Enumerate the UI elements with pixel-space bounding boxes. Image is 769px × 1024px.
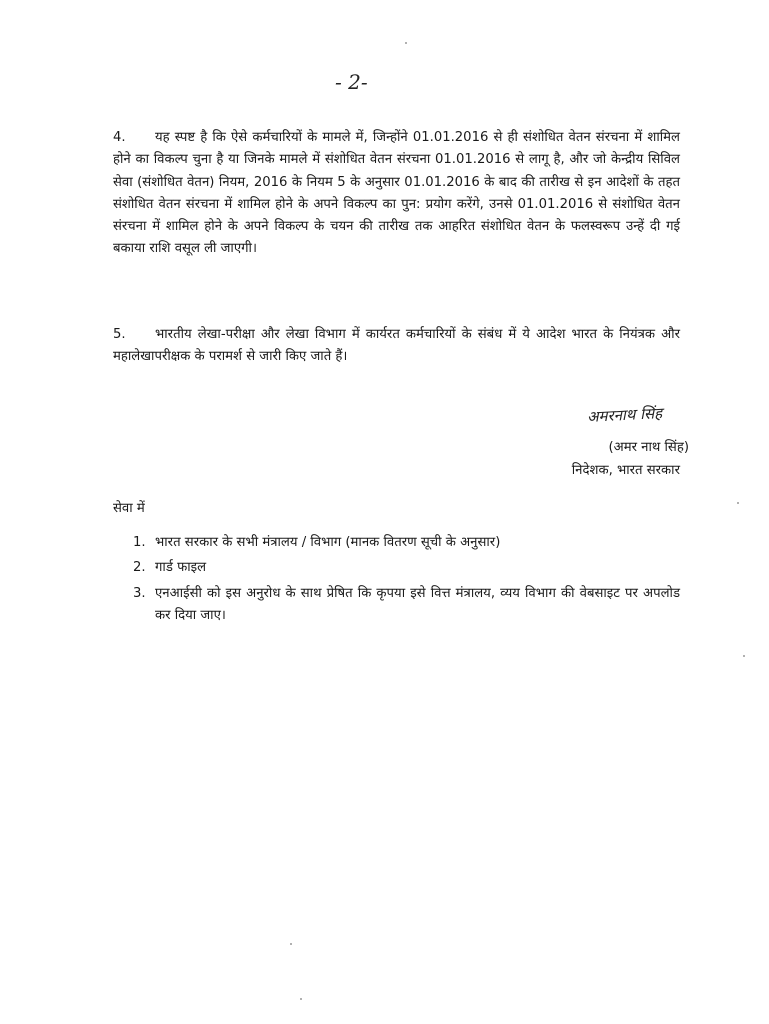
page-number: - 2- [335, 70, 368, 94]
scan-speck [290, 943, 292, 945]
distribution-item-number: 2. [133, 560, 146, 576]
distribution-heading: सेवा में [113, 501, 145, 516]
distribution-item-number: 1. [133, 535, 146, 550]
paragraph-4 [113, 127, 680, 261]
paragraph-5-text: भारतीय लेखा-परीक्षा और लेखा विभाग में कार्यरत कर्मचारियों के संबंध में ये आदेश भारत के नियंत्रक और महालेखापरीक्षक के परामर्श से जारी किए जाते हैं। [113, 327, 680, 365]
paragraph-4-text: यह स्पष्ट है कि ऐसे कर्मचारियों के मामले में, जिन्होंने 01.01.2016 से ही संशोधित वेतन संरचना में शामिल होने का विकल्प चुना है या जिनके मामले में संशोधित वेतन संरचना 01.01.2016 से लागू है, और जो केन्द्रीय सिविल सेवा (संशोधित वेतन) नियम, 2016 के नियम 5 के अनुसार 01.01.2016 के बाद की तारीख से इन आदेशों के तहत संशोधित वेतन संरचना में शामिल होने के अपने विकल्प का पुन: प्रयोग करेंगे, उनसे 01.01.2016 से संशोधित वेतन संरचना में शामिल होने के अपने विकल्प के चयन की तारीख तक आहरित संशोधित वेतन के फलस्वरूप उन्हें दी गई बकाया राशि वसूल ली जाएगी। [113, 130, 680, 257]
distribution-item [113, 557, 680, 579]
distribution-list [113, 532, 680, 630]
paragraph-5-number: 5. [113, 327, 126, 342]
paragraph-5 [113, 324, 680, 369]
scan-speck [405, 42, 407, 44]
signatory-designation: निदेशक, भारत सरकार [571, 463, 680, 478]
distribution-item [113, 532, 680, 554]
signatory-name: (अमर नाथ सिंह) [608, 440, 689, 455]
distribution-item [113, 583, 680, 628]
scan-speck [300, 998, 302, 1000]
scan-speck [737, 502, 739, 504]
distribution-item-text: गार्ड फाइल [155, 560, 207, 576]
scan-speck [743, 655, 745, 657]
handwritten-signature: अमरनाथ सिंह [586, 404, 663, 426]
paragraph-4-number: 4. [113, 130, 126, 145]
distribution-item-text: एनआईसी को इस अनुरोध के साथ प्रेषित कि कृपया इसे वित्त मंत्रालय, व्यय विभाग की वेबसाइट पर अपलोड कर दिया जाए। [155, 585, 680, 623]
distribution-item-text: भारत सरकार के सभी मंत्रालय / विभाग (मानक वितरण सूची के अनुसार) [155, 535, 501, 550]
distribution-item-number: 3. [133, 585, 146, 601]
